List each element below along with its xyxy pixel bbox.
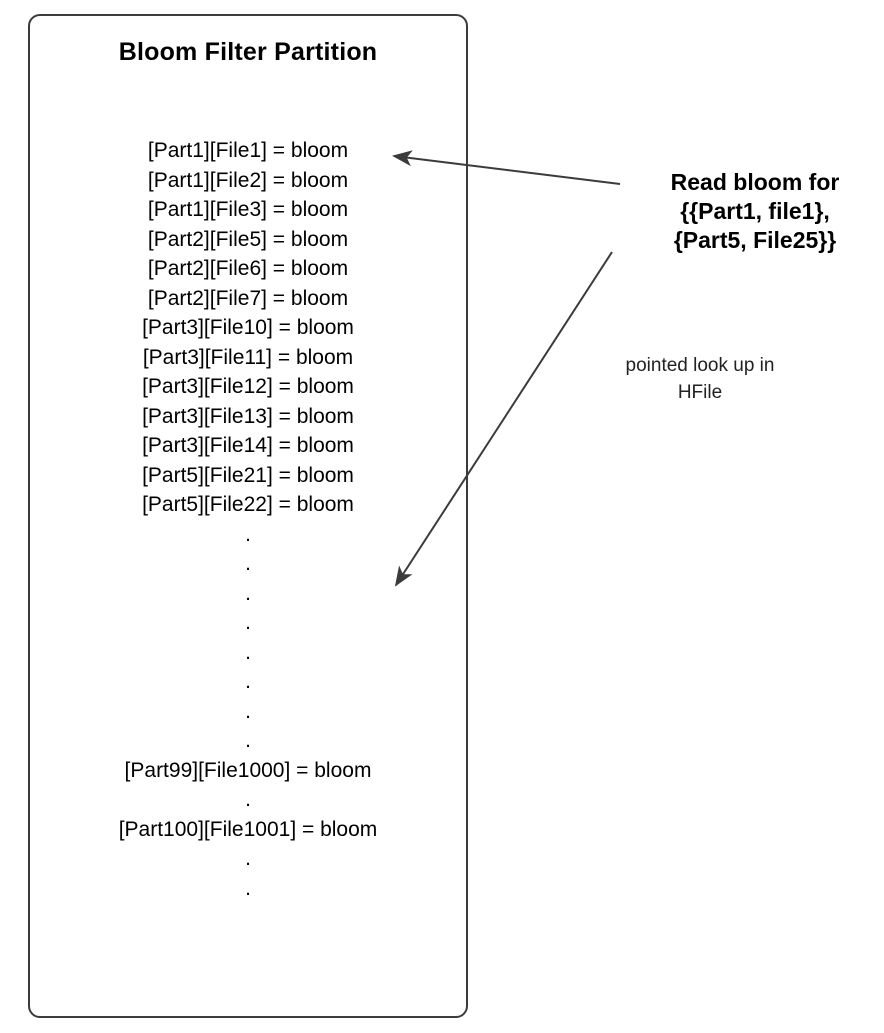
ellipsis-dot: . (245, 552, 251, 575)
read-bloom-annotation (630, 168, 880, 255)
read-bloom-line-2: {{Part1, file1}, (680, 198, 830, 224)
pointed-lookup-annotation (575, 352, 825, 406)
list-item: [Part1][File2] = bloom (147, 168, 349, 192)
read-bloom-line-3: {Part5, File25}} (673, 227, 837, 253)
ellipsis-dot: . (245, 522, 251, 546)
ellipsis-dot: . (245, 788, 251, 811)
ellipsis-dot: . (245, 581, 251, 605)
ellipsis-dot: . (245, 729, 251, 752)
list-item: [Part5][File21] = bloom (142, 463, 354, 487)
pointed-lookup-line-2: HFile (677, 382, 723, 403)
list-item: [Part99][File1000] = bloom (124, 758, 372, 782)
list-item: [Part3][File13] = bloom (142, 404, 354, 428)
list-item: [Part2][File7] = bloom (147, 286, 349, 310)
list-item: [Part1][File1] = bloom (147, 139, 349, 162)
list-item: [Part3][File10] = bloom (142, 316, 354, 339)
ellipsis-dot: . (245, 876, 251, 900)
ellipsis-dot: . (245, 847, 251, 870)
box-title: Bloom Filter Partition (118, 38, 378, 66)
bloom-entry-list (28, 136, 468, 903)
list-item: [Part100][File1001] = bloom (118, 817, 378, 841)
list-item: [Part3][File12] = bloom (142, 375, 354, 398)
list-item: [Part3][File14] = bloom (142, 434, 354, 457)
list-item: [Part5][File22] = bloom (142, 493, 354, 516)
ellipsis-dot: . (245, 640, 251, 664)
list-item: [Part2][File6] = bloom (147, 257, 349, 280)
read-bloom-line-1: Read bloom for (670, 169, 840, 195)
list-item: [Part2][File5] = bloom (147, 227, 349, 251)
ellipsis-dot: . (245, 699, 251, 723)
pointed-lookup-line-1: pointed look up in (625, 355, 775, 376)
list-item: [Part1][File3] = bloom (147, 198, 349, 221)
ellipsis-dot: . (245, 611, 251, 634)
ellipsis-dot: . (245, 670, 251, 693)
list-item: [Part3][File11] = bloom (142, 345, 354, 369)
